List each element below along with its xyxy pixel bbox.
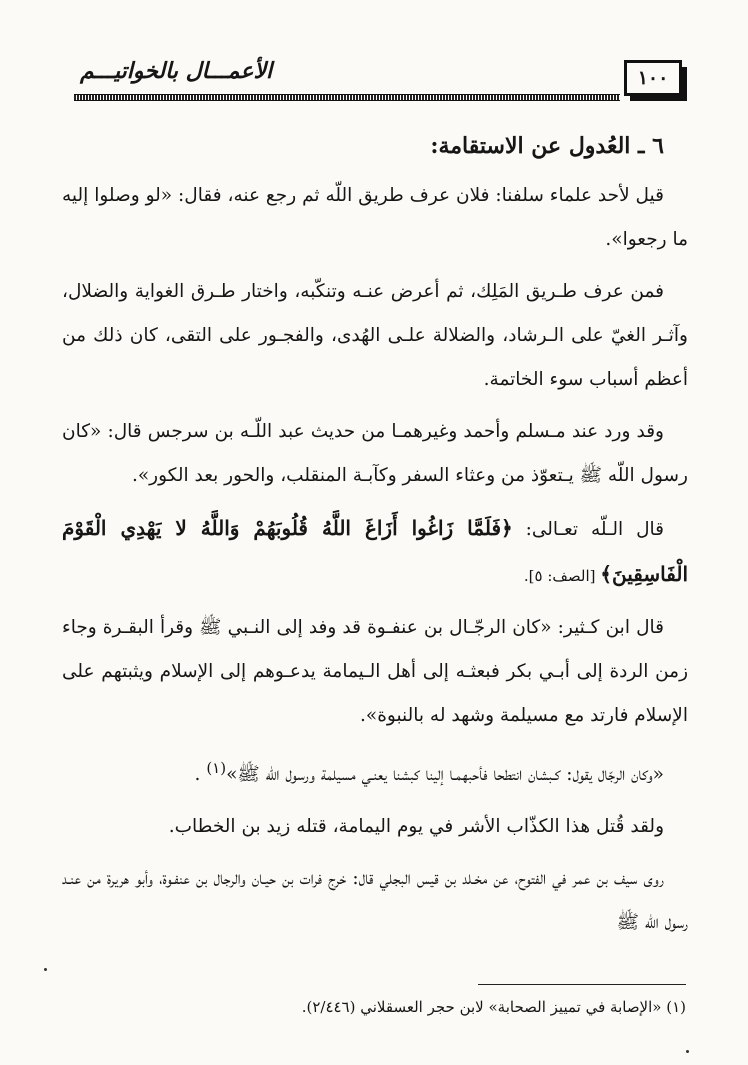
section-heading: ٦ ـ العُدول عن الاستقامة: [430,133,664,159]
quran-intro: قال الـلّه تعـالى: [512,519,664,540]
paragraph-1: قيل لأحد علماء سلفنا: فلان عرف طريق اللّه ثم رجع عنه، فقال: «لو وصلوا إليه ما رجعوا». [62,185,688,250]
quote-text: «وكان الرجّال يقول: كـبشان انتطحا فأحبهمـا إلينا كبشنا يعنـي مسيلمة ورسول اللّه ﷺ» [226,764,664,786]
paragraph-3: وقد ورد عند مـسلم وأحمد وغيرهمـا من حديث عبد اللّـه بن سرجس قال: «كان رسول اللّه ﷺ يـتعوّذ من وعثاء السفر وكآبـة المنقلب، والحور بعد الكور». [62,421,688,486]
page-number: ١٠٠ [624,60,682,96]
paragraph-4: قال ابن كـثير: «كان الرجّـال بن عنفـوة قد وفد إلى النـبي ﷺ وقرأ البقـرة وجاء زمن الردة إلى أبـي بكر فبعثـه إلى أهل الـيمامة يدعـوهم إلى الإسلام ويثبتهم على الإسلام فارتد مع مسيلمة وشهد له بالنبوة». [62,617,688,726]
scan-speck [686,1050,689,1053]
footnote-separator [478,984,686,985]
quran-paragraph [62,506,688,598]
paragraph-5: ولقد قُتل هذا الكذّاب الأشر في يوم اليمامة، قتله زيد بن الخطاب. [168,816,664,838]
quran-citation: [الصف: ٥]. [523,567,601,585]
quran-verse: ﴿فَلَمَّا زَاغُوا أَزَاغَ اللَّهُ قُلُوبَهُمْ وَاللَّهُ لا يَهْدِي الْقَوْمَ الْفَاسِقِينَ﴾ [62,516,688,586]
header-rule [74,94,620,101]
page-header [70,58,682,106]
page-body [62,126,688,953]
scan-speck [44,968,47,971]
quote-paragraph [62,746,688,797]
footnote-ref: (١) [206,759,227,777]
footnote: (١) «الإصابة في تمييز الصحابة» لابن حجر العسقلاني (٢/٤٤٦). [301,998,686,1016]
paragraph-2: فمن عرف طـريق المَلِك، ثم أعرض عنـه وتنكّبه، واختار طـرق الغواية والضلال، وآثـر الغيّ على الـرشاد، والضلالة علـى الهُدى، والفجـور على التقى، كان ذلك من أعظم أسباب سوء الخاتمة. [62,281,688,390]
paragraph-6: روى سيف بن عمر في الفتوح، عن مخـلد بن قيس البجلي قال: خرج فرات بن حيـان والرجال بن عنفـوة، وأبو هريرة من عنـد رسول اللّه ﷺ [62,868,688,934]
running-title: الأعمـــال بالخواتيـــم [80,58,273,84]
quote-end: . [194,764,207,786]
